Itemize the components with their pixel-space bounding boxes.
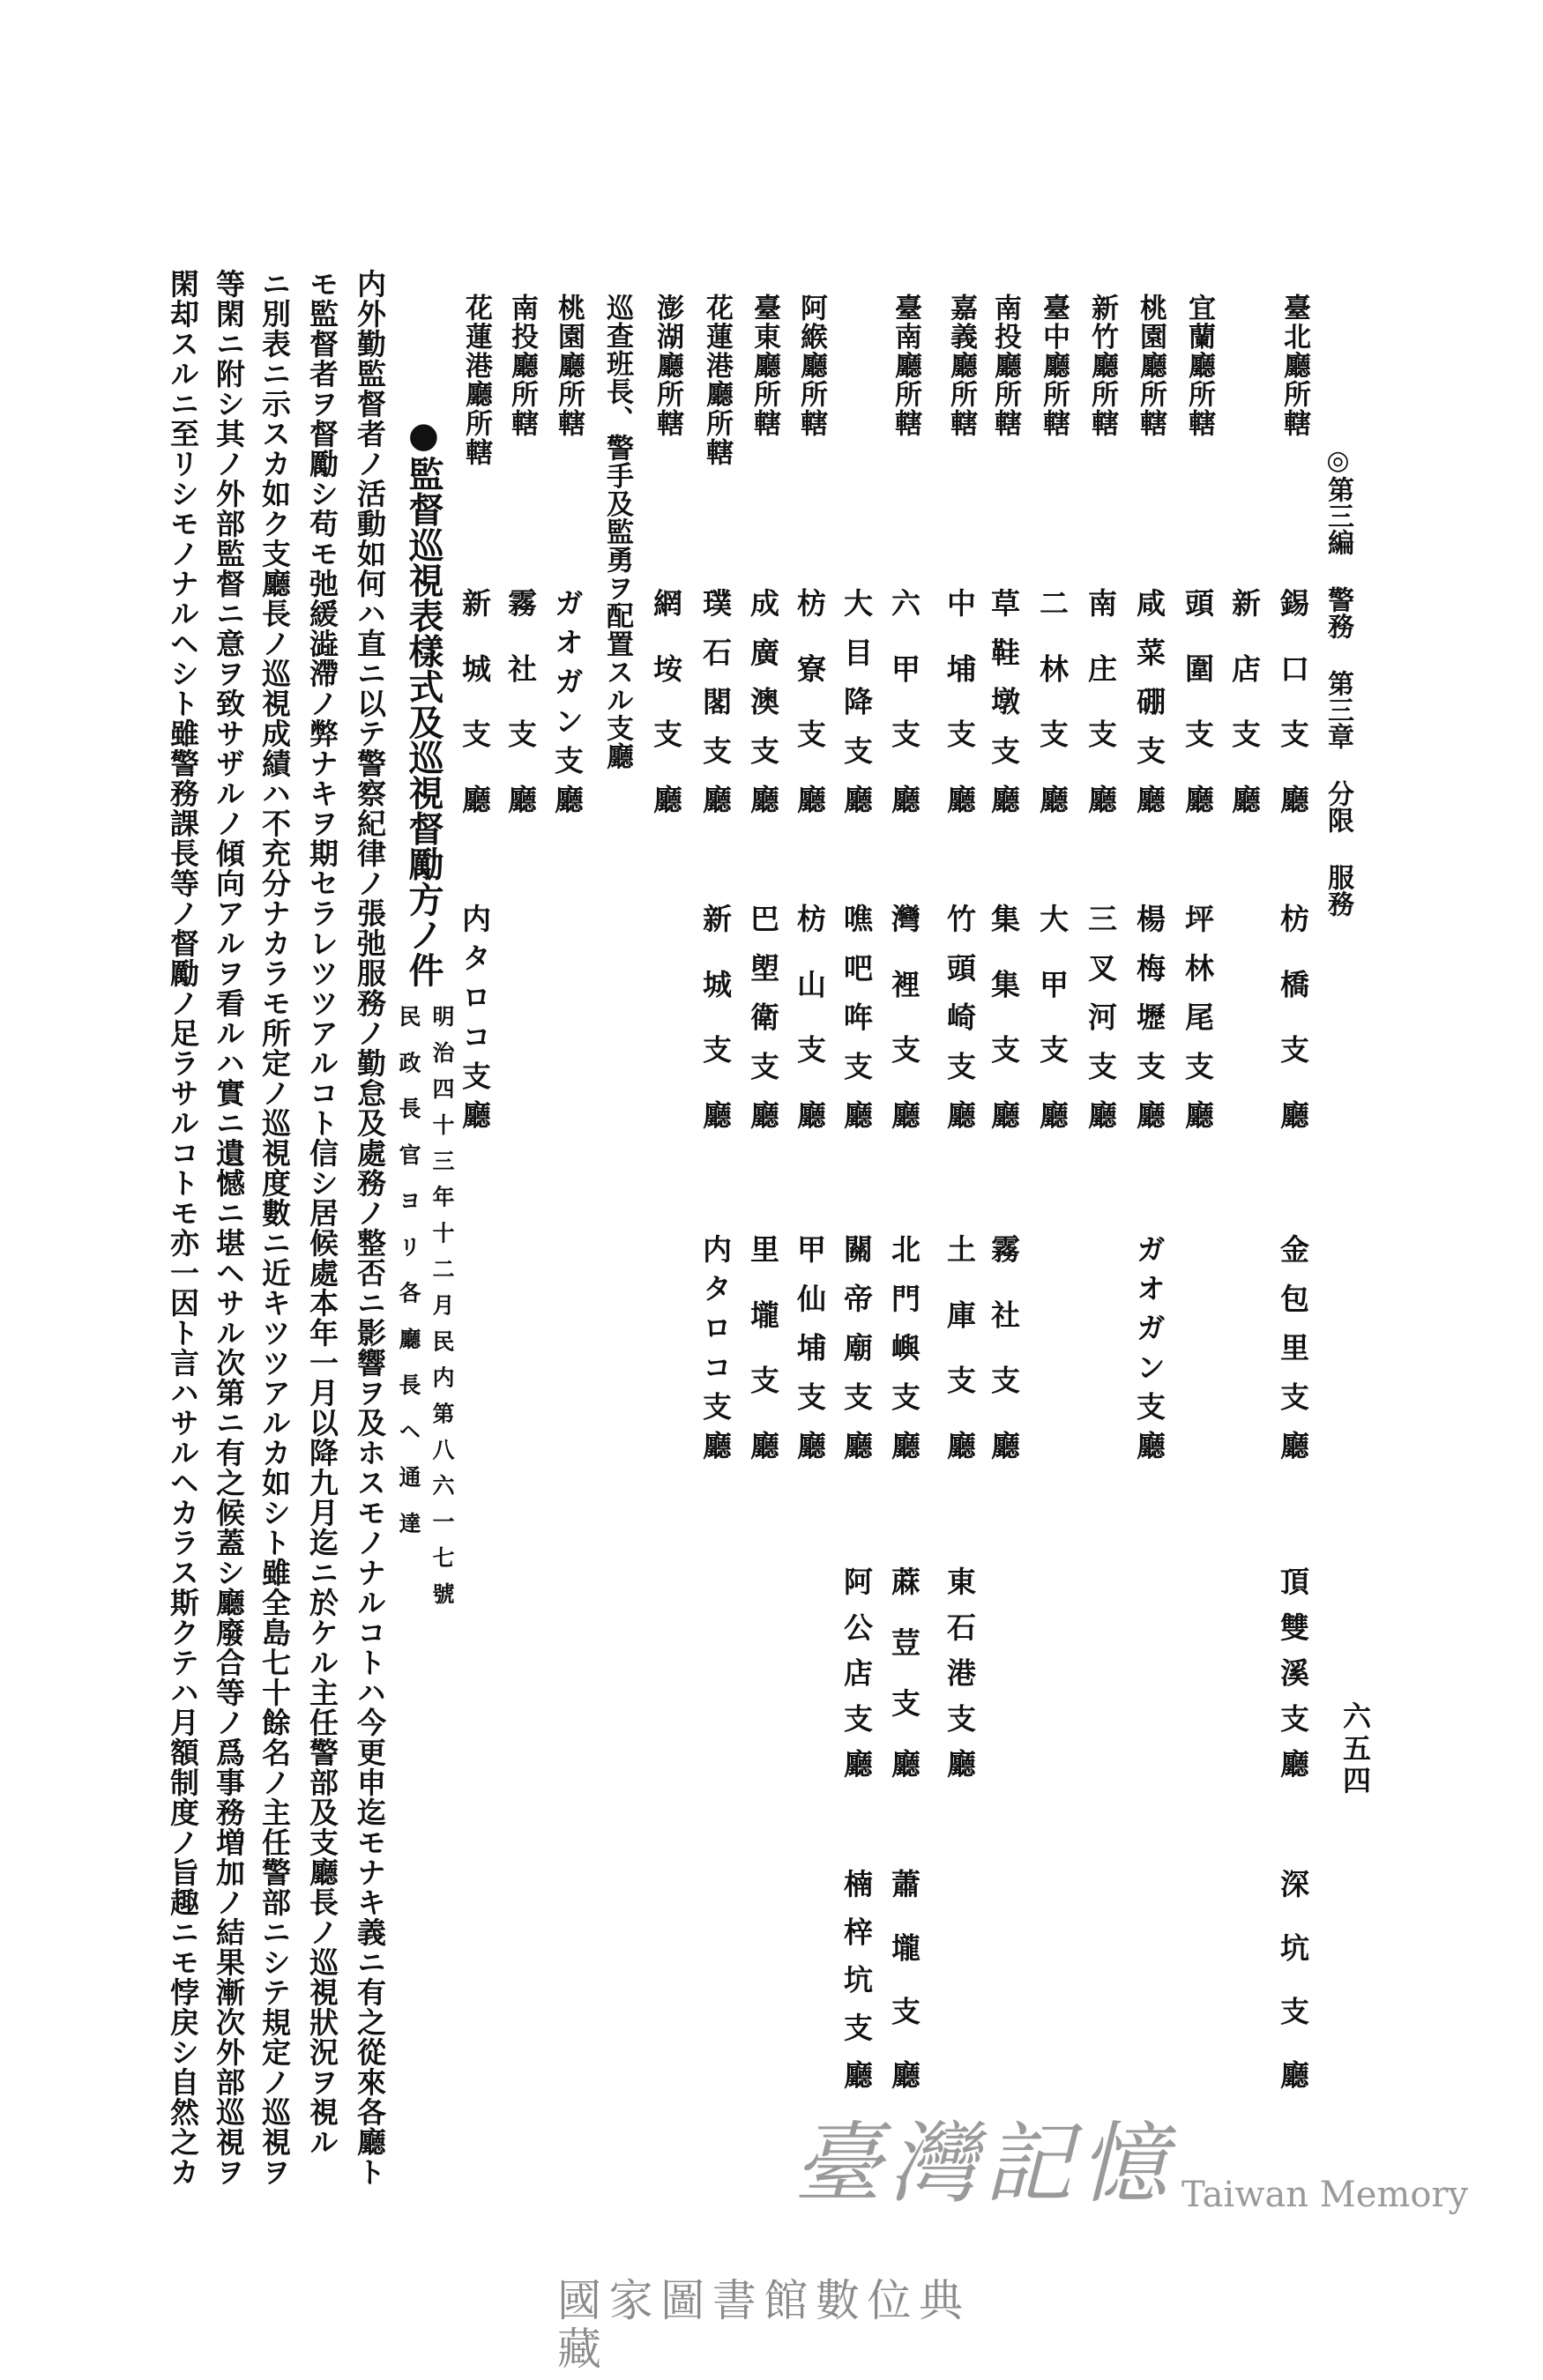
branch-office: 咸菜硼支廳 <box>1132 588 1167 814</box>
branch-office: 北門嶼支廳 <box>887 1234 921 1460</box>
branch-office: 土庫支廳 <box>943 1234 977 1460</box>
branch-office: 璞石閣支廳 <box>698 588 733 814</box>
office-heading: 臺東廳所轄 <box>749 294 780 436</box>
branch-office: 枋橋支廳 <box>1276 904 1310 1129</box>
branch-office: 集集支廳 <box>987 904 1021 1129</box>
branch-office: 新城支廳 <box>698 904 733 1129</box>
branch-office: 噍吧哖支廳 <box>839 904 874 1129</box>
branch-office: 竹頭崎支廳 <box>943 904 977 1129</box>
article-body-line: 閑却スルニ至リシモノナルヘシト雖警務課長等ノ督勵ノ足ラサルコトモ亦一因ト言ハサルヘカラス斯クテハ月額制度ノ旨趣ニモ悖戻シ自然之カ <box>166 269 200 2187</box>
office-heading: 桃園廳所轄 <box>553 294 585 436</box>
branch-office: 錫口支廳 <box>1276 588 1310 814</box>
watermark-logo: 臺灣記憶 <box>794 2112 1174 2215</box>
special-heading: 巡查班長、警手及監勇ヲ配置スル支廳 <box>601 294 633 770</box>
office-heading: 花蓮港廳所轄 <box>460 294 492 465</box>
branch-office: 大甲支廳 <box>1035 904 1070 1129</box>
article-date-ref: 明治四十三年十二月民内第八六一七號 <box>429 1005 455 1604</box>
branch-office: 三叉河支廳 <box>1084 904 1118 1129</box>
office-heading: 宜蘭廳所轄 <box>1183 294 1215 436</box>
branch-office: 内タロコ支廳 <box>458 904 492 1129</box>
article-body-line: 内外勤監督者ノ活動如何ハ直ニ以テ警察紀律ノ張弛服務ノ勤怠及處務ノ整否ニ影響ヲ及ホスモノナルコトハ今更申迄モナキ義ニ有之從來各廳ト <box>353 269 387 2187</box>
footer-collection-credit: 國家圖書館數位典藏 <box>557 2275 965 2375</box>
branch-office: 楊梅壢支廳 <box>1132 904 1167 1129</box>
branch-office: 枋山支廳 <box>793 904 827 1129</box>
branch-office: 甲仙埔支廳 <box>793 1234 827 1460</box>
office-heading: 臺北廳所轄 <box>1278 294 1310 436</box>
office-heading: 南投廳所轄 <box>989 294 1021 436</box>
branch-office: 新城支廳 <box>458 588 492 814</box>
branch-office: 灣裡支廳 <box>887 904 921 1129</box>
branch-office: 新店支廳 <box>1227 588 1262 814</box>
branch-office: 阿公店支廳 <box>839 1566 874 1778</box>
branch-office: 東石港支廳 <box>943 1566 977 1778</box>
article-body-line: モ監督者ヲ督勵シ苟モ弛緩澁滯ノ弊ナキヲ期セラレツツアルコト信シ居候處本年一月以降九月迄ニ於ケル主任警部及支廳長ノ巡視狀況ヲ視ル <box>305 269 339 2157</box>
branch-office: 坪林尾支廳 <box>1181 904 1215 1129</box>
office-heading: 阿緱廳所轄 <box>795 294 827 436</box>
office-heading: 澎湖廳所轄 <box>652 294 683 436</box>
branch-office: 里壠支廳 <box>746 1234 780 1460</box>
branch-office: 網垵支廳 <box>649 588 683 814</box>
branch-office: 大目降支廳 <box>839 588 874 814</box>
office-heading: 新竹廳所轄 <box>1086 294 1118 436</box>
office-heading: 嘉義廳所轄 <box>945 294 977 436</box>
page-number: 六五四 <box>1338 1701 1372 1794</box>
office-heading: 臺南廳所轄 <box>890 294 921 436</box>
branch-office: 霧社支廳 <box>987 1234 1021 1460</box>
branch-office: 蕭壠支廳 <box>887 1869 921 2089</box>
office-heading: 南投廳所轄 <box>506 294 538 436</box>
branch-office: 楠梓坑支廳 <box>839 1869 874 2089</box>
branch-office: 頂雙溪支廳 <box>1276 1566 1310 1778</box>
branch-office: 巴塱衛支廳 <box>746 904 780 1129</box>
office-heading: 桃園廳所轄 <box>1135 294 1167 436</box>
branch-office: 草鞋墩支廳 <box>987 588 1021 814</box>
branch-office: 蔴荳支廳 <box>887 1566 921 1778</box>
branch-office: 深坑支廳 <box>1276 1869 1310 2089</box>
branch-office: 頭圍支廳 <box>1181 588 1215 814</box>
branch-office: ガオガン支廳 <box>1132 1234 1167 1460</box>
article-title: ●監督巡視表樣式及巡視督勵方ノ件 <box>403 414 444 987</box>
article-issuer: 民政長官ヨリ各廳長ヘ通達 <box>396 1005 421 1534</box>
office-heading: 花蓮港廳所轄 <box>701 294 733 465</box>
branch-office: 霧社支廳 <box>503 588 538 814</box>
branch-office: 内タロコ支廳 <box>698 1234 733 1460</box>
branch-office: 六甲支廳 <box>887 588 921 814</box>
branch-office: ガオガン支廳 <box>550 588 585 814</box>
branch-office: 南庄支廳 <box>1084 588 1118 814</box>
article-body-line: 等閑ニ附シ其ノ外部監督ニ意ヲ致サザルノ傾向アルヲ看ルハ實ニ遺憾ニ堪ヘサル次第ニ有之候蓋シ廳廢合等ノ爲事務増加ノ結果漸次外部巡視ヲ <box>212 269 246 2187</box>
article-body-line: ニ別表ニ示スカ如ク支廳長ノ巡視成績ハ不充分ナカラモ所定ノ巡視度數ニ近キツツアルカ如シト雖全島七十餘名ノ主任警部ニシテ規定ノ巡視ヲ <box>257 269 292 2187</box>
running-head: ◎第三編 警務 第三章 分限 服務 <box>1323 445 1353 917</box>
office-heading: 臺中廳所轄 <box>1038 294 1070 436</box>
watermark-logo-subtitle: Taiwan Memory <box>1181 2175 1469 2215</box>
branch-office: 中埔支廳 <box>943 588 977 814</box>
branch-office: 金包里支廳 <box>1276 1234 1310 1460</box>
branch-office: 二林支廳 <box>1035 588 1070 814</box>
branch-office: 成廣澳支廳 <box>746 588 780 814</box>
branch-office: 關帝廟支廳 <box>839 1234 874 1460</box>
branch-office: 枋寮支廳 <box>793 588 827 814</box>
